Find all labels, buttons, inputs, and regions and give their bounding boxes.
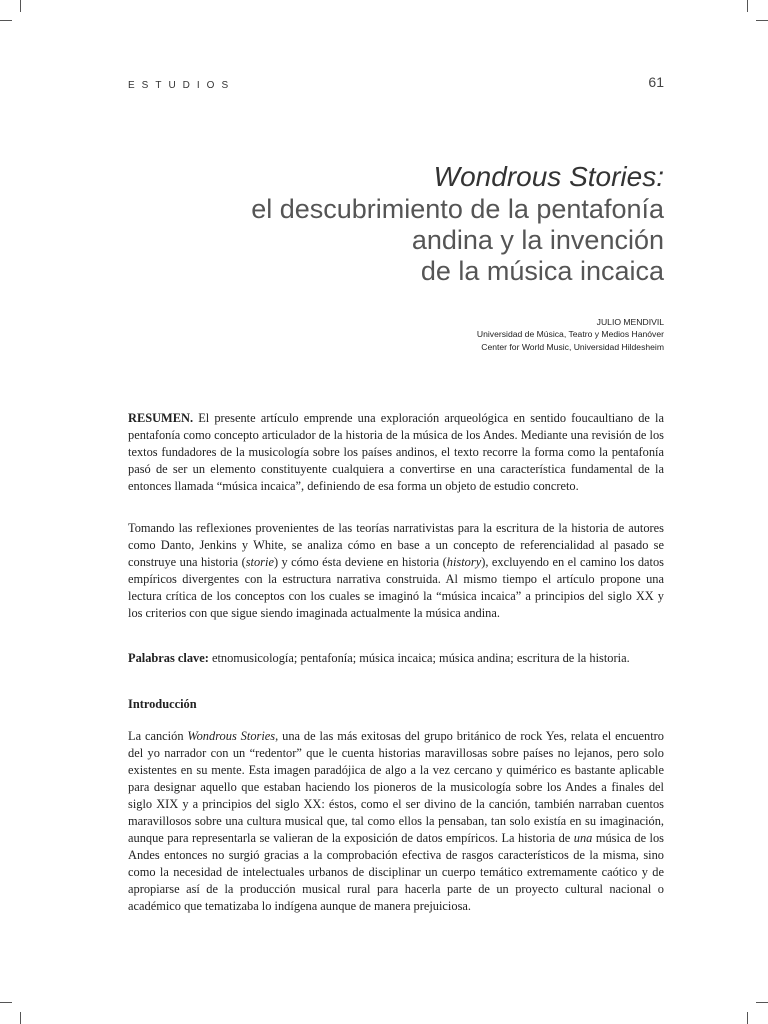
keywords-text: etnomusicología; pentafonía; música incaica; música andina; escritura de la historia. bbox=[208, 651, 630, 665]
abstract-paragraph-2 bbox=[128, 520, 664, 622]
song-title: Wondrous Stories bbox=[187, 729, 276, 743]
keywords-label: Palabras clave: bbox=[128, 651, 209, 665]
title-line-3: andina y la invención bbox=[411, 225, 664, 255]
page-number: 61 bbox=[648, 74, 664, 90]
abstract-text-2a: Tomando las reflexiones provenientes de las teorías narrativistas para la escritura de la historia de autores como Danto, Jenkins y White, se analiza cómo en base a un concepto de referencialidad al pasado se construye una historia ( bbox=[128, 521, 664, 569]
author-info bbox=[264, 316, 664, 353]
crop-mark-top-left-h bbox=[0, 20, 12, 21]
keywords bbox=[128, 650, 664, 667]
introduction-paragraph bbox=[128, 728, 664, 915]
title-line-1: Wondrous Stories: bbox=[433, 161, 664, 192]
crop-mark-bottom-left-v bbox=[20, 1012, 21, 1024]
abstract-text-2c: ), excluyendo en el camino los datos empíricos divergentes con la estructura narrativa construida. Al mismo tiempo el artículo propone una lectura crítica de los conceptos con los cuales se imaginó la “música incaica” a principios del siglo XX y los criterios con que sigue siendo imaginada actualmente la música andina. bbox=[128, 555, 664, 620]
intro-text-b: , una de las más exitosas del grupo británico de rock Yes, relata el encuentro del yo narrador con un “redentor” que le cuenta historias maravillosas sobre países no lejanos, pero solo existentes en su mente. Esta imagen paradójica de algo a la vez cercano y quimérico es bastante aplicable para designar aquello que estaban haciendo los pioneros de la musicología sobre los Andes a finales del siglo XIX y a principios del siglo XX: éstos, como el ser divino de la canción, también narraban cuentos maravillosos sobre una cultura musical que, tal como ellos la pensaban, tan solo existía en su imaginación, aunque para representarla se valieran de la exposición de datos empíricos. La historia de bbox=[128, 729, 664, 845]
crop-mark-bottom-left-h bbox=[0, 1002, 12, 1003]
intro-text-c: música de los Andes entonces no surgió gracias a la comprobación efectiva de rasgos característicos de la misma, sino como la necesidad de intelectuales urbanos de disciplinar un cuerpo temático extremamente caótico y de apropiarse así de la producción musical rural para hacerla parte de un proyecto cultural nacional o académico que tematizaba lo indígena aunque de manera prejuiciosa. bbox=[128, 831, 664, 913]
author-name: JULIO MENDIVIL bbox=[596, 317, 664, 327]
title-line-2: el descubrimiento de la pentafonía bbox=[251, 194, 664, 224]
article-title bbox=[104, 160, 664, 287]
term-storie: storie bbox=[245, 555, 274, 569]
author-affiliation-1: Universidad de Música, Teatro y Medios Hanóver bbox=[476, 329, 664, 340]
emphasis-una: una bbox=[573, 831, 593, 845]
abstract-text-1: El presente artículo emprende una exploración arqueológica en sentido foucaultiano de la pentafonía como concepto articulador de la historia de la música de los Andes. Mediante una revisión de los textos fundadores de la musicología sobre los países andinos, el texto recorre la forma como la pentafonía pasó de ser un elemento constituyente cualquiera a convertirse en una característica fundamental de la entonces llamada “música incaica”, definiendo de esa forma un objeto de estudio concreto. bbox=[128, 411, 664, 493]
author-affiliation-2: Center for World Music, Universidad Hildesheim bbox=[481, 341, 664, 352]
term-history: history bbox=[446, 555, 482, 569]
section-heading-introduccion: Introducción bbox=[128, 697, 197, 711]
abstract-label: RESUMEN. bbox=[128, 411, 194, 425]
abstract-paragraph-1 bbox=[128, 410, 664, 495]
crop-mark-bottom-right-h bbox=[756, 1002, 768, 1003]
title-line-4: de la música incaica bbox=[420, 256, 664, 286]
crop-mark-top-right-h bbox=[756, 20, 768, 21]
intro-text-a: La canción bbox=[128, 729, 188, 743]
section-label: ESTUDIOS bbox=[128, 80, 236, 91]
abstract-text-2b: ) y cómo ésta deviene en historia ( bbox=[273, 555, 447, 569]
crop-mark-bottom-right-v bbox=[747, 1012, 748, 1024]
crop-mark-top-right-v bbox=[747, 0, 748, 12]
crop-mark-top-left-v bbox=[20, 0, 21, 12]
